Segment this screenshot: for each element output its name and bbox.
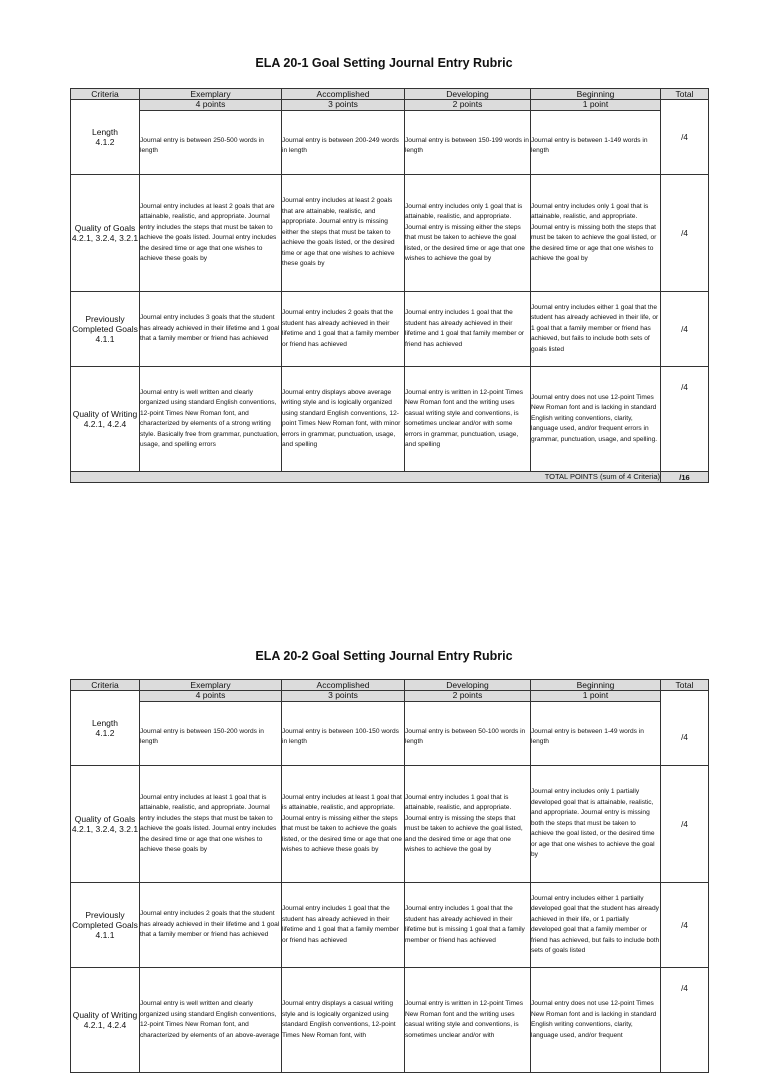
rubric-2-row-quality-goals — [71, 766, 709, 883]
rubric-1-row-length-desc — [71, 110, 709, 174]
criteria-label: Quality of Writing 4.2.1, 4.2.4 — [72, 409, 138, 429]
desc-cell: Journal entry does not use 12-point Times New Roman font and is lacking in standard English writing conventions, clarity, language used, and/or frequent — [531, 968, 661, 1073]
criteria-cell-length — [71, 100, 140, 175]
level-header-beginning: Beginning — [531, 89, 661, 100]
criteria-cell-quality-writing — [71, 968, 140, 1073]
rubric-2-header-row — [71, 680, 709, 691]
level-header-exemplary: Exemplary — [140, 89, 282, 100]
score-cell: /4 — [661, 367, 709, 472]
points-exemplary: 4 points — [140, 691, 282, 702]
criteria-cell-previous-goals — [71, 883, 140, 968]
level-header-developing: Developing — [405, 89, 531, 100]
desc-cell: Journal entry is between 1-49 words in length — [531, 701, 661, 765]
criteria-label: Quality of Goals 4.2.1, 3.2.4, 3.2.1 — [71, 223, 139, 243]
rubric-1-row-previous-goals — [71, 292, 709, 367]
points-developing: 2 points — [405, 691, 531, 702]
criteria-cell-quality-goals — [71, 175, 140, 292]
score-cell: /4 — [661, 100, 709, 175]
score-cell: /4 — [661, 292, 709, 367]
criteria-label: Length 4.1.2 — [92, 127, 118, 147]
points-beginning: 1 point — [531, 691, 661, 702]
desc-cell: Journal entry includes 2 goals that the student has already achieved in their lifetime and 1 goal that a family member or friend has achieved — [140, 883, 282, 968]
desc-cell: Journal entry includes 1 goal that the student has already achieved in their lifetime but is missing 1 goal that a family member or friend has achieved — [405, 883, 531, 968]
rubric-1-row-length — [71, 100, 709, 111]
desc-cell: Journal entry is well written and clearly organized using standard English conventions, 12-point Times New Roman font, and characterized by elements of a strong writing style. Basically free from grammar, punctuation, usage, and spelling errors — [140, 367, 282, 472]
desc-cell: Journal entry includes 2 goals that the student has already achieved in their lifetime and 1 goal that a family member or friend has achieved — [282, 292, 405, 367]
points-developing: 2 points — [405, 100, 531, 111]
rubric-1-table — [70, 88, 709, 483]
desc-cell: Journal entry includes only 1 partially developed goal that is attainable, realistic, and appropriate. Journal entry is missing both the steps that must be taken to achieve the goal listed, or the desired time or age that one wishes to achieve the goal by — [531, 766, 661, 883]
level-header-exemplary: Exemplary — [140, 680, 282, 691]
rubric-2-row-quality-writing — [71, 968, 709, 1073]
rubric-2-table — [70, 679, 709, 1073]
criteria-label: Quality of Writing 4.2.1, 4.2.4 — [72, 1010, 138, 1030]
rubric-1-row-quality-writing — [71, 367, 709, 472]
desc-cell: Journal entry includes at least 1 goal that is attainable, realistic, and appropriate. Journal entry is missing either the steps that must be taken to achieve the goals listed, or the desired time or age that one wishes to achieve these goals by — [282, 766, 405, 883]
desc-cell: Journal entry does not use 12-point Times New Roman font and is lacking in standard English writing conventions, clarity, language used, and/or frequent errors in grammar, punctuation, usage, and spelling. — [531, 367, 661, 472]
criteria-header: Criteria — [71, 680, 140, 691]
level-header-beginning: Beginning — [531, 680, 661, 691]
rubric-2-title: ELA 20-2 Goal Setting Journal Entry Rubric — [255, 649, 513, 663]
desc-cell: Journal entry is between 200-249 words in length — [282, 110, 405, 174]
score-cell: /4 — [661, 175, 709, 292]
rubric-1-total-row — [71, 472, 709, 483]
desc-cell: Journal entry is between 150-199 words in length — [405, 110, 531, 174]
desc-cell: Journal entry is between 150-200 words in length — [140, 701, 282, 765]
desc-cell: Journal entry includes only 1 goal that is attainable, realistic, and appropriate. Journal entry is missing either the steps that must be taken to achieve the goal listed, or the desired time or age that one wishes to achieve the goal by — [405, 175, 531, 292]
desc-cell: Journal entry is written in 12-point Times New Roman font and the writing uses casual writing style and conventions, is sometimes unclear and/or with some errors in grammar, punctuation, usage, and spelling — [405, 367, 531, 472]
criteria-label: Previously Completed Goals 4.1.1 — [72, 314, 138, 344]
desc-cell: Journal entry includes 1 goal that is attainable, realistic, and appropriate. Journal entry is missing the steps that must be taken to achieve the goal listed, and the desired time or age that one wishes to achieve the goal by — [405, 766, 531, 883]
total-points-label: TOTAL POINTS (sum of 4 Criteria) — [71, 472, 661, 483]
rubric-2-row-previous-goals — [71, 883, 709, 968]
level-header-accomplished: Accomplished — [282, 680, 405, 691]
rubric-1-title: ELA 20-1 Goal Setting Journal Entry Rubric — [255, 56, 513, 70]
desc-cell: Journal entry includes 1 goal that the student has already achieved in their lifetime and 1 goal that a family member or friend has achieved — [282, 883, 405, 968]
points-exemplary: 4 points — [140, 100, 282, 111]
desc-cell: Journal entry includes 1 goal that the student has already achieved in their lifetime and 1 goal that family member or friend has achieved — [405, 292, 531, 367]
desc-cell: Journal entry includes only 1 goal that is attainable, realistic, and appropriate. Journal entry is missing both the steps that must be taken to achieve the goal listed, or the desired time or age that one wishes to achieve the goal by — [531, 175, 661, 292]
criteria-header: Criteria — [71, 89, 140, 100]
desc-cell: Journal entry is between 1-149 words in length — [531, 110, 661, 174]
desc-cell: Journal entry includes 3 goals that the student has already achieved in their lifetime and 1 goal that a family member or friend has achieved — [140, 292, 282, 367]
total-header: Total — [661, 680, 709, 691]
desc-cell: Journal entry includes either 1 partially developed goal that the student has already achieved in their life, or 1 partially developed goal that a family member or friend has achieved, but fails to include both sets of goals listed — [531, 883, 661, 968]
total-points-value: /16 — [661, 472, 709, 483]
criteria-label: Length 4.1.2 — [92, 718, 118, 738]
total-header: Total — [661, 89, 709, 100]
points-beginning: 1 point — [531, 100, 661, 111]
desc-cell: Journal entry includes at least 2 goals that are attainable, realistic, and appropriate. Journal entry includes the steps that must be taken to achieve the goals listed. Journal entry includes the desired time or age that one wishes to achieve these goals by — [140, 175, 282, 292]
rubric-1-header-row — [71, 89, 709, 100]
criteria-cell-previous-goals — [71, 292, 140, 367]
desc-cell: Journal entry includes at least 1 goal that is attainable, realistic, and appropriate. Journal entry includes the steps that must be taken to achieve the goals listed. Journal entry includes the desired time or age that one wishes to achieve these goals by — [140, 766, 282, 883]
criteria-label: Quality of Goals 4.2.1, 3.2.4, 3.2.1 — [71, 814, 139, 834]
desc-cell: Journal entry is written in 12-point Times New Roman font and the writing uses casual writing style and conventions, is sometimes unclear and/or with — [405, 968, 531, 1073]
rubric-2-row-length-desc — [71, 701, 709, 765]
score-cell: /4 — [661, 691, 709, 766]
points-accomplished: 3 points — [282, 691, 405, 702]
points-accomplished: 3 points — [282, 100, 405, 111]
score-cell: /4 — [661, 968, 709, 1073]
desc-cell: Journal entry includes at least 2 goals that are attainable, realistic, and appropriate. Journal entry is missing either the steps that must be taken to achieve the goals listed, or the desired time or age that one wishes to achieve these goals by — [282, 175, 405, 292]
criteria-cell-quality-goals — [71, 766, 140, 883]
score-cell: /4 — [661, 766, 709, 883]
level-header-developing: Developing — [405, 680, 531, 691]
score-cell: /4 — [661, 883, 709, 968]
desc-cell: Journal entry displays above average writing style and is logically organized using standard English conventions, 12-point Times New Roman font, with minor errors in grammar, punctuation, usage, and spelling — [282, 367, 405, 472]
rubric-1-row-quality-goals — [71, 175, 709, 292]
criteria-cell-length — [71, 691, 140, 766]
rubric-2-row-length — [71, 691, 709, 702]
criteria-cell-quality-writing — [71, 367, 140, 472]
desc-cell: Journal entry is between 100-150 words in length — [282, 701, 405, 765]
desc-cell: Journal entry includes either 1 goal that the student has already achieved in their life, or 1 goal that a family member or friend has achieved, but fails to include both sets of goals listed — [531, 292, 661, 367]
desc-cell: Journal entry is well written and clearly organized using standard English conventions, 12-point Times New Roman font, and characterized by elements of an above-average — [140, 968, 282, 1073]
desc-cell: Journal entry is between 50-100 words in length — [405, 701, 531, 765]
criteria-label: Previously Completed Goals 4.1.1 — [72, 910, 138, 940]
desc-cell: Journal entry is between 250-500 words in length — [140, 110, 282, 174]
desc-cell: Journal entry displays a casual writing style and is logically organized using standard English conventions, 12-point Times New Roman font, with — [282, 968, 405, 1073]
level-header-accomplished: Accomplished — [282, 89, 405, 100]
